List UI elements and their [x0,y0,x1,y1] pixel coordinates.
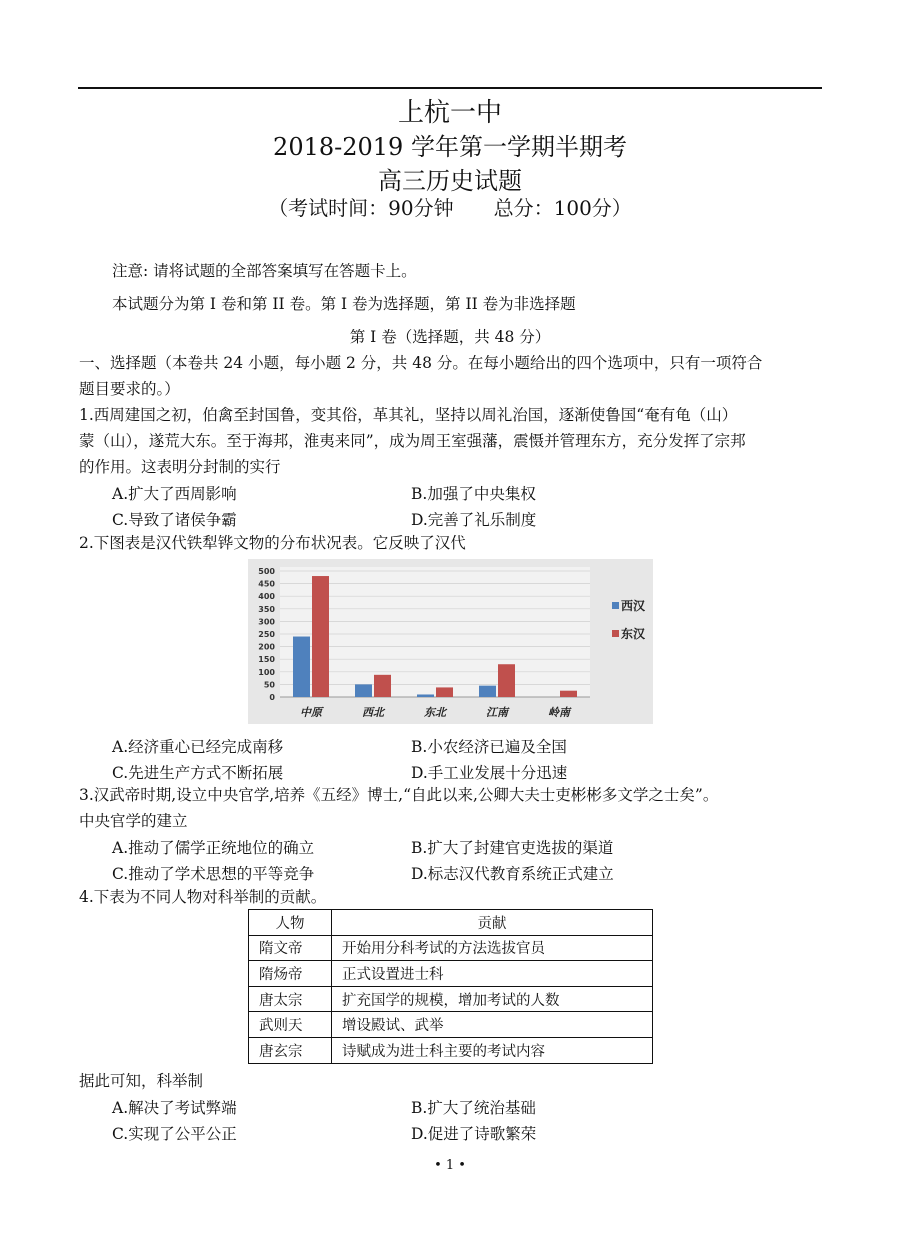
y-tick-label: 150 [258,655,275,665]
x-tick-label: 中原 [300,706,322,719]
bar-xihan [355,684,372,697]
table-cell-contribution: 正式设置进士科 [332,961,653,987]
legend-swatch [612,602,619,609]
q2-stem: 2.下图表是汉代铁犁铧文物的分布状况表。它反映了汉代 [79,534,466,552]
q3-option-a: A.推动了儒学正统地位的确立 [112,839,315,857]
plow-distribution-chart [248,559,653,724]
q3-option-c: C.推动了学术思想的平等竞争 [112,865,315,883]
table-header-person: 人物 [249,910,332,936]
bar-donghan [560,691,577,697]
instructions-line1: 一、选择题（本卷共 24 小题，每小题 2 分，共 48 分。在每小题给出的四个选项中，只有一项符合 [79,354,763,372]
table-row [249,986,653,1012]
q3-option-b: B.扩大了封建官吏选拔的渠道 [411,839,614,857]
legend-label: 东汉 [621,627,646,641]
q1-stem-line1: 1.西周建国之初，伯禽至封国鲁，变其俗，革其礼，坚持以周礼治国，逐渐使鲁国“奄有龟（山） [79,406,738,424]
instructions-line2: 题目要求的。） [79,380,180,398]
table-cell-contribution: 诗赋成为进士科主要的考试内容 [332,1037,653,1063]
y-tick-label: 250 [258,630,275,639]
exam-meta: （考试时间：90分钟 总分：100分） [268,196,632,220]
table-cell-person: 隋文帝 [249,935,332,961]
y-tick-label: 450 [258,579,275,589]
bar-donghan [374,675,391,697]
q2-option-a: A.经济重心已经完成南移 [112,738,284,756]
q4-stem: 4.下表为不同人物对科举制的贡献。 [79,888,327,906]
bar-xihan [479,686,496,697]
q1-stem-line3: 的作用。这表明分封制的实行 [79,458,281,476]
y-tick-label: 400 [258,592,275,602]
q4-option-d: D.促进了诗歌繁荣 [411,1125,537,1143]
table-row [249,1037,653,1063]
x-tick-label: 岭南 [548,706,570,719]
y-tick-label: 500 [258,567,275,576]
q4-option-b: B.扩大了统治基础 [411,1099,536,1117]
legend-swatch [612,630,619,637]
table-cell-person: 唐玄宗 [249,1037,332,1063]
subject-title: 高三历史试题 [378,167,522,195]
bar-xihan [293,637,310,697]
q3-stem-line1: 3.汉武帝时期,设立中央官学,培养《五经》博士,“自此以来,公卿大夫士吏彬彬多文学之士矣”。 [79,786,719,804]
keju-contribution-table [248,909,653,1064]
table-cell-contribution: 扩充国学的规模，增加考试的人数 [332,986,653,1012]
bar-donghan [312,576,329,697]
table-cell-contribution: 增设殿试、武举 [332,1012,653,1038]
q2-option-c: C.先进生产方式不断拓展 [112,764,284,782]
bar-donghan [498,664,515,697]
table-row [249,1012,653,1038]
q4-option-c: C.实现了公平公正 [112,1125,237,1143]
q1-option-d: D.完善了礼乐制度 [411,511,537,529]
table-header-row [249,910,653,936]
q3-option-d: D.标志汉代教育系统正式建立 [411,865,614,883]
q1-option-c: C.导致了诸侯争霸 [112,511,237,529]
section-heading: 第 I 卷（选择题，共 48 分） [349,328,551,346]
q1-stem-line2: 蒙（山），遂荒大东。至于海邦，淮夷来同”，成为周王室强藩，震慑并管理东方，充分发挥了宗邦 [79,432,746,450]
exam-title: 2018-2019 学年第一学期半期考 [273,133,627,161]
page-number: • 1 • [434,1158,466,1173]
q4-conclusion-stem: 据此可知，科举制 [79,1072,204,1090]
y-tick-label: 50 [263,680,275,690]
table-cell-person: 唐太宗 [249,986,332,1012]
table-cell-person: 隋炀帝 [249,961,332,987]
note-answer-card: 注意: 请将试题的全部答案填写在答题卡上。 [112,262,417,280]
q2-option-d: D.手工业发展十分迅速 [411,764,568,782]
y-tick-label: 200 [258,642,275,652]
q3-stem-line2: 中央官学的建立 [79,812,188,830]
q1-option-b: B.加强了中央集权 [411,485,536,503]
x-tick-label: 西北 [362,706,384,719]
school-name: 上杭一中 [397,98,502,128]
table-cell-person: 武则天 [249,1012,332,1038]
note-paper-structure: 本试题分为第 I 卷和第 II 卷。第 I 卷为选择题，第 II 卷为非选择题 [112,295,576,313]
table-header-contribution: 贡献 [332,910,653,936]
table-cell-contribution: 开始用分科考试的方法选拔官员 [332,935,653,961]
q2-option-b: B.小农经济已遍及全国 [411,738,567,756]
top-rule [78,87,822,89]
table-row [249,935,653,961]
x-tick-label: 江南 [486,706,508,719]
y-tick-label: 350 [258,604,275,614]
bar-xihan [417,694,434,697]
y-tick-label: 300 [258,617,275,627]
q4-option-a: A.解决了考试弊端 [112,1099,237,1117]
table-row [249,961,653,987]
q1-option-a: A.扩大了西周影响 [112,485,237,503]
y-tick-label: 0 [269,693,275,702]
bar-donghan [436,687,453,697]
y-tick-label: 100 [258,667,275,677]
legend-label: 西汉 [621,599,646,613]
chart-svg [248,559,653,724]
x-tick-label: 东北 [424,706,446,719]
